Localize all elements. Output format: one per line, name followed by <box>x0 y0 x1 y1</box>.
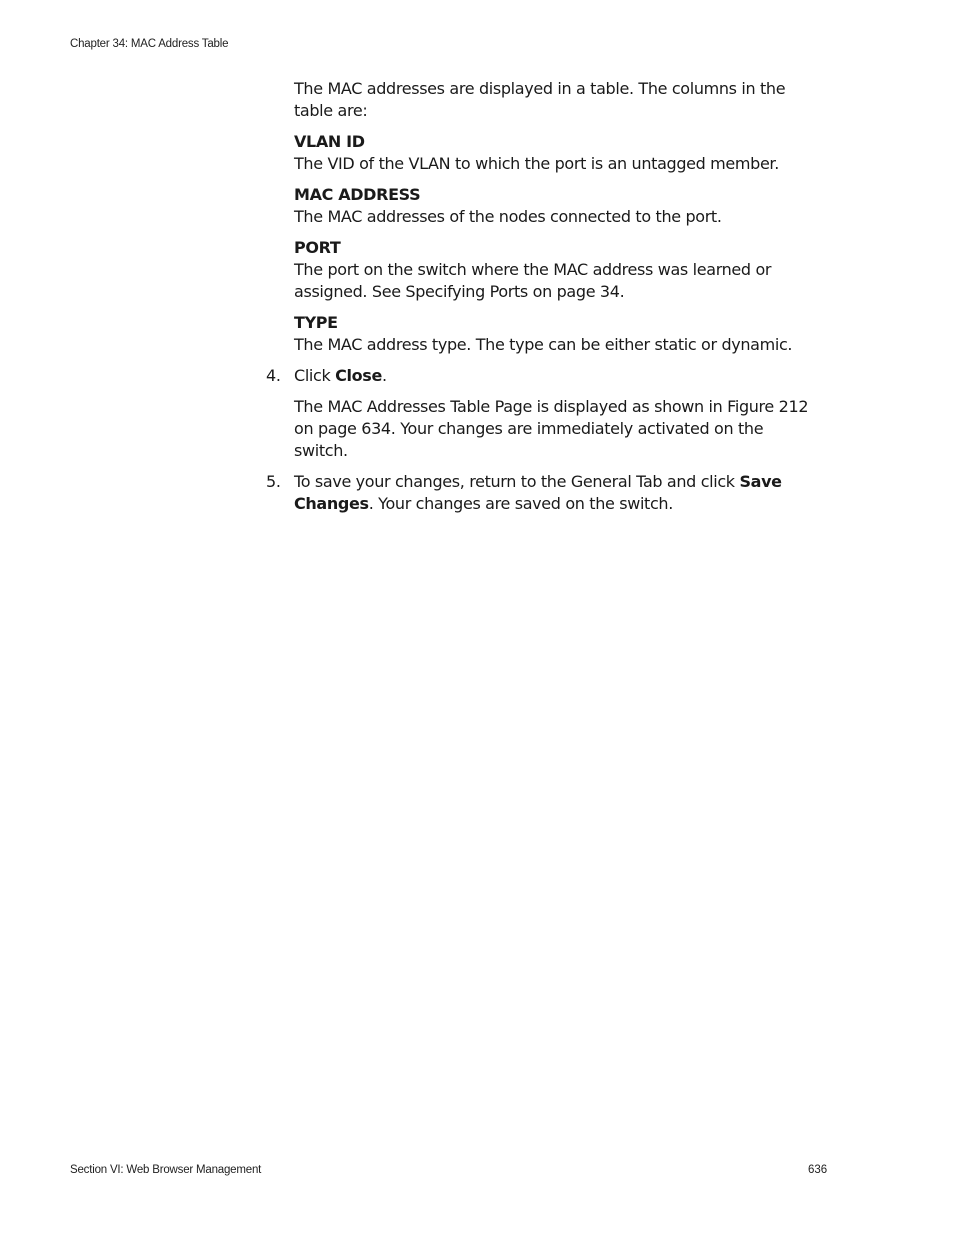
step-4-followup: The MAC Addresses Table Page is displayed as shown in Figure 212 on page 634. Your changes are immediately activated on the switch. <box>294 397 809 460</box>
close-label: Close <box>335 366 382 385</box>
step-text-suffix: . <box>381 366 387 385</box>
step-text-prefix: Click <box>294 366 336 385</box>
intro-paragraph: The MAC addresses are displayed in a table. The columns in the table are: <box>294 79 786 120</box>
step-text <box>294 472 782 513</box>
step-4 <box>266 365 814 387</box>
main-content <box>266 78 814 524</box>
desc-type: The MAC address type. The type can be either static or dynamic. <box>294 335 793 354</box>
step-number: 5. <box>266 472 281 491</box>
page-number: 636 <box>808 1164 828 1176</box>
footer-section: Section VI: Web Browser Management <box>70 1164 262 1176</box>
step-text <box>294 366 387 385</box>
desc-mac-address: The MAC addresses of the nodes connected to the port. <box>294 207 722 226</box>
term-mac-address: MAC ADDRESS <box>294 185 421 204</box>
save-changes-label: Save Changes <box>294 472 782 513</box>
term-port: PORT <box>294 238 341 257</box>
running-header: Chapter 34: MAC Address Table <box>70 38 229 50</box>
desc-vlan-id: The VID of the VLAN to which the port is an untagged member. <box>294 154 779 173</box>
step-number: 4. <box>266 366 281 385</box>
column-definition-list <box>294 131 814 356</box>
term-type: TYPE <box>294 313 338 332</box>
step-text-prefix: To save your changes, return to the General Tab and click <box>294 472 740 491</box>
step-text-suffix: . Your changes are saved on the switch. <box>368 494 673 513</box>
step-5 <box>266 471 814 515</box>
desc-port: The port on the switch where the MAC address was learned or assigned. See Specifying Ports on page 34. <box>294 260 772 301</box>
term-vlan-id: VLAN ID <box>294 132 365 151</box>
